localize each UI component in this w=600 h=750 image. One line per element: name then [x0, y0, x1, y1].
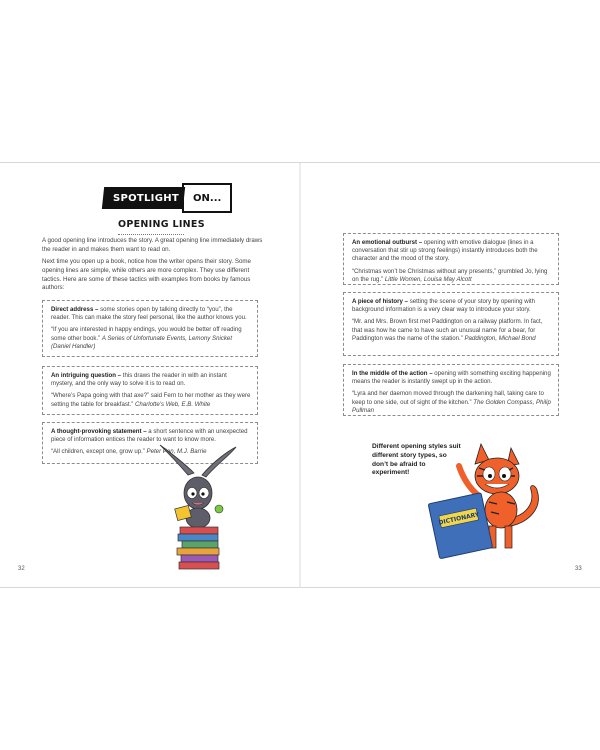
- stacked-book: [180, 527, 218, 534]
- example-quote: “Where’s Papa going with that axe?” said Fern to her mother as they were setting the table for breakfast.”: [51, 392, 251, 408]
- book-spread: [0, 162, 600, 588]
- example-source: Little Women, Louisa May Alcott: [384, 275, 472, 283]
- intro-paragraph: A good opening line introduces the story. A great opening line immediately draws the reader in and makes them want to read on.: [42, 237, 263, 253]
- page-title: OPENING LINES: [118, 219, 205, 230]
- tiger-reading-illustration: [419, 438, 547, 566]
- tactic-heading: An emotional outburst –: [352, 239, 423, 246]
- tactic-text: this draws the reader in with an instant mystery, and the only way to solve it is to read on.: [51, 372, 227, 388]
- tactic-description: [352, 370, 552, 386]
- tactic-box-emotional-outburst: [343, 233, 559, 285]
- example-quote: “Mr. and Mrs. Brown first met Paddington on a railway platform. In fact, that was how he came to have such an unusual name for a bear, for Paddington was the name of the station.”: [352, 318, 543, 342]
- example-quote: “All children, except one, grow up.”: [51, 448, 145, 456]
- tactic-example: [51, 326, 251, 351]
- tiger-left-eye: [483, 467, 495, 481]
- example-source: The Golden Compass, Philip Pullman: [352, 398, 551, 414]
- dictionary-label: DICTIONARY: [437, 511, 480, 527]
- tactic-example: [352, 318, 552, 343]
- stacked-book: [179, 562, 219, 569]
- tiger-body: [485, 492, 517, 528]
- page-number-right: 33: [575, 566, 582, 572]
- tactic-heading: A thought-provoking statement –: [51, 428, 147, 435]
- tactic-text: a short sentence with an unexpected piece of information entices the reader to want to know more.: [51, 428, 248, 444]
- stacked-book: [181, 555, 218, 562]
- tactic-description: [51, 372, 251, 388]
- small-bug-icon: [215, 505, 223, 513]
- tactic-heading: A piece of history –: [352, 298, 408, 305]
- rabbit-right-ear: [202, 447, 236, 477]
- spotlight-label: SPOTLIGHT: [113, 192, 180, 204]
- tactic-box-piece-of-history: [343, 292, 559, 356]
- stacked-book: [178, 534, 218, 541]
- tactic-example: [352, 268, 552, 284]
- stacked-book: [177, 548, 219, 555]
- tactic-text: setting the scene of your story by opening with background information is a very clear way to introduce your story.: [352, 298, 536, 314]
- stacked-book: [182, 541, 218, 548]
- example-source: Charlotte’s Web, E.B. White: [135, 400, 211, 408]
- example-source: Peter Pan, M.J. Barrie: [146, 448, 207, 456]
- title-underline: [118, 233, 184, 235]
- tiger-leg: [505, 526, 512, 548]
- spotlight-badge-dark: [102, 187, 185, 209]
- right-page: [301, 163, 600, 587]
- rabbit-left-ear: [160, 445, 194, 475]
- tactic-text: opening with something exciting happening means the reader is instantly swept up in the action.: [352, 370, 551, 386]
- tactic-heading: In the middle of the action –: [352, 370, 433, 377]
- example-quote: “Christmas won’t be Christmas without any presents,” grumbled Jo, lying on the rug.”: [352, 267, 548, 283]
- tactic-box-direct-address: [42, 300, 258, 357]
- rabbit-reading-illustration: [158, 443, 238, 578]
- example-source: A Series of Unfortunate Events, Lemony Snicket (Daniel Handler): [51, 334, 233, 350]
- tactic-example: [352, 390, 552, 415]
- example-quote: “Lyra and her daemon moved through the darkening hall, taking care to keep to one side, out of sight of the kitchen.”: [352, 390, 544, 406]
- spotlight-badge: [103, 184, 222, 212]
- tactic-text: some stories open by talking directly to “you”, the reader. This can make the story feel personal, like the author knows you.: [51, 306, 247, 322]
- tactic-description: [352, 239, 552, 264]
- dictionary-cover: [428, 493, 492, 559]
- dictionary-book: [428, 493, 492, 559]
- tactic-example: [51, 392, 251, 408]
- tactic-description: [51, 428, 251, 444]
- tactic-heading: Direct address –: [51, 306, 99, 313]
- tip-caption: Different opening styles suit different story types, so don’t be afraid to experiment!: [372, 443, 461, 477]
- tactic-description: [51, 306, 251, 322]
- tiger-right-eye: [499, 467, 511, 481]
- tactic-text: opening with emotive dialogue (lines in a conversation that stir up strong feelings) instantly introduces both the character and the mood of the story.: [352, 239, 538, 263]
- tactic-box-middle-of-action: [343, 364, 559, 416]
- page-number-left: 32: [18, 566, 25, 572]
- example-source: Paddington, Michael Bond: [464, 334, 536, 342]
- tactic-heading: An intriguing question –: [51, 372, 122, 379]
- left-page: [0, 163, 299, 587]
- tactic-box-intriguing-question: [42, 366, 258, 415]
- on-label: ON...: [182, 183, 232, 213]
- tactic-description: [352, 298, 552, 314]
- tactics-paragraph: Next time you open up a book, notice how the writer opens their story. Some opening lines are simple, while others are more complex. They use different tactics. Here are some of these tactics with examples from books by famous authors:: [42, 258, 251, 292]
- example-quote: “If you are interested in happy endings, you would be better off reading some other book.”: [51, 326, 242, 342]
